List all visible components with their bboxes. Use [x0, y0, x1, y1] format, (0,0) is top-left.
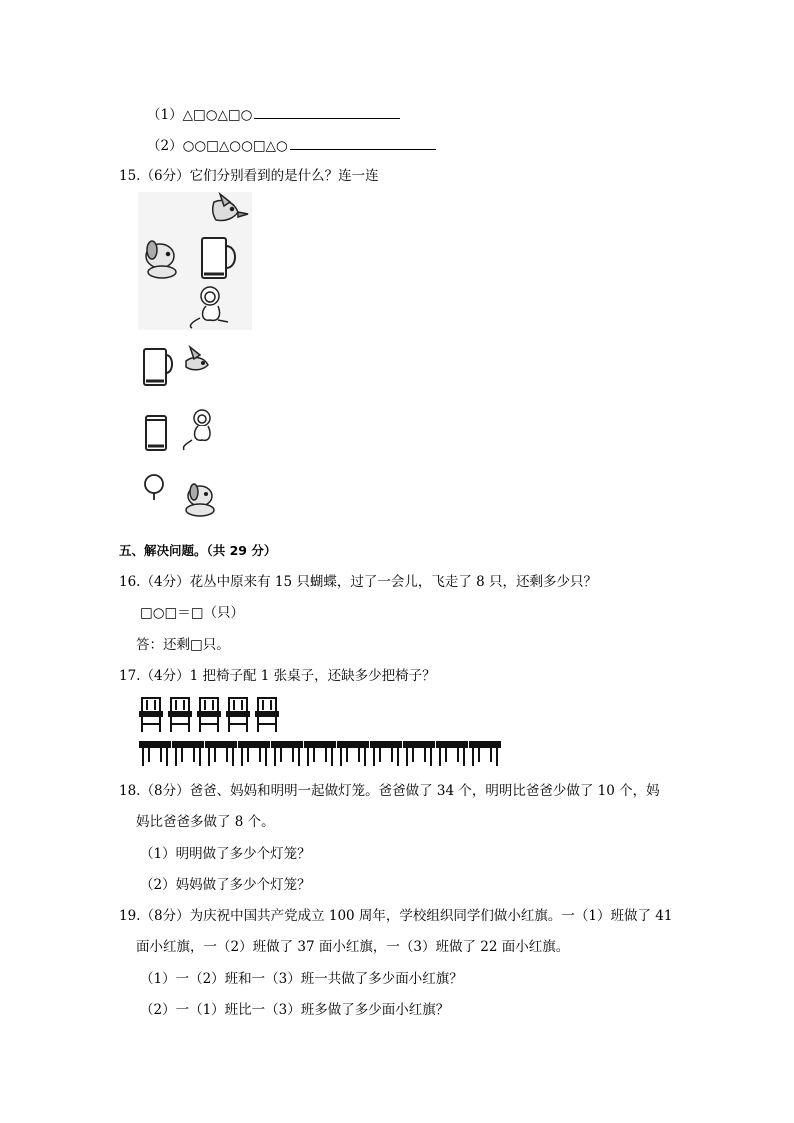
q19-stem-line-1	[119, 907, 673, 925]
q15-scene-image	[138, 192, 252, 330]
q14-line-1-pattern: △□○△□○	[182, 107, 253, 123]
cup-cylinder-icon	[146, 416, 166, 450]
q15-option-1[interactable]	[140, 343, 216, 391]
table-icon	[206, 742, 236, 766]
q18-sub-question-2: （2）妈妈做了多少个灯笼？	[140, 877, 311, 893]
table-icon	[140, 742, 170, 766]
q16-score: （4分）	[140, 574, 190, 590]
q19-stem-line-2: 面小红旗，一（2）班做了 37 面小红旗，一（3）班做了 22 面小红旗。	[136, 939, 570, 955]
dog-icon	[186, 484, 214, 516]
q19-sub-question-2: （2）一（1）班比一（3）班多做了多少面小红旗？	[140, 1002, 450, 1018]
mug-side-icon	[144, 349, 172, 385]
table-icon	[437, 742, 467, 766]
q16-text: 花丛中原来有 15 只蝴蝶，过了一会儿，飞走了 8 只，还剩多少只？	[189, 574, 598, 590]
table-icon	[404, 742, 434, 766]
q17-text: 1 把椅子配 1 张桌子，还缺多少把椅子？	[189, 668, 436, 684]
table-icon	[305, 742, 335, 766]
chair-icon	[227, 698, 249, 732]
q18-sub-question-1: （1）明明做了多少个灯笼？	[140, 846, 311, 862]
table-icon	[239, 742, 269, 766]
q14-line-2-answer-blank[interactable]	[290, 135, 436, 150]
q14-line-1-answer-blank[interactable]	[254, 104, 400, 119]
bird-icon	[186, 347, 208, 370]
q15-score: （6分）	[140, 168, 190, 184]
cup-top-view-icon	[145, 475, 163, 500]
chair-icon	[198, 698, 220, 732]
table-icon	[371, 742, 401, 766]
table-icon	[272, 742, 302, 766]
q15-number: 15.	[119, 168, 141, 184]
q17-chairs-tables-image	[138, 696, 508, 770]
q17-stem	[119, 667, 436, 685]
section-5-heading: 五、解决问题。（共 29 分）	[119, 543, 277, 558]
q15-option-3[interactable]	[140, 472, 224, 524]
q14-line-1-label: （1）	[147, 107, 183, 123]
monkey-icon	[183, 410, 210, 450]
chair-icon	[256, 698, 278, 732]
table-icon	[338, 742, 368, 766]
q15-stem	[119, 167, 379, 185]
q19-text-line-1: 为庆祝中国共产党成立 100 周年，学校组织同学们做小红旗。一（1）班做了 41	[189, 908, 673, 924]
q19-score: （8分）	[140, 908, 190, 924]
q14-line-1	[147, 104, 400, 124]
q16-answer[interactable]: 答：还剩□只。	[136, 637, 230, 653]
q19-number: 19.	[119, 908, 141, 924]
q15-option-2[interactable]	[142, 406, 222, 458]
q18-text-line-1: 爸爸、妈妈和明明一起做灯笼。爸爸做了 34 个，明明比爸爸少做了 10 个，妈	[189, 783, 660, 799]
q18-number: 18.	[119, 783, 141, 799]
table-icon	[173, 742, 203, 766]
chair-icon	[169, 698, 191, 732]
q16-equation[interactable]: □○□＝□（只）	[140, 605, 245, 621]
chair-icon	[140, 698, 162, 732]
q15-text: 它们分别看到的是什么？连一连	[189, 168, 379, 184]
q14-line-2-pattern: ○○□△○○□△○	[182, 138, 288, 154]
q18-stem-line-2: 妈比爸爸多做了 8 个。	[136, 814, 275, 830]
q17-score: （4分）	[140, 668, 190, 684]
q19-sub-question-1: （1）一（2）班和一（3）班一共做了多少面小红旗？	[140, 971, 463, 987]
q17-number: 17.	[119, 668, 141, 684]
q14-line-2	[147, 135, 436, 155]
table-icon	[470, 742, 500, 766]
q14-line-2-label: （2）	[147, 138, 183, 154]
q16-number: 16.	[119, 574, 141, 590]
q16-stem	[119, 573, 597, 591]
q18-score: （8分）	[140, 783, 190, 799]
q18-stem-line-1	[119, 782, 660, 800]
